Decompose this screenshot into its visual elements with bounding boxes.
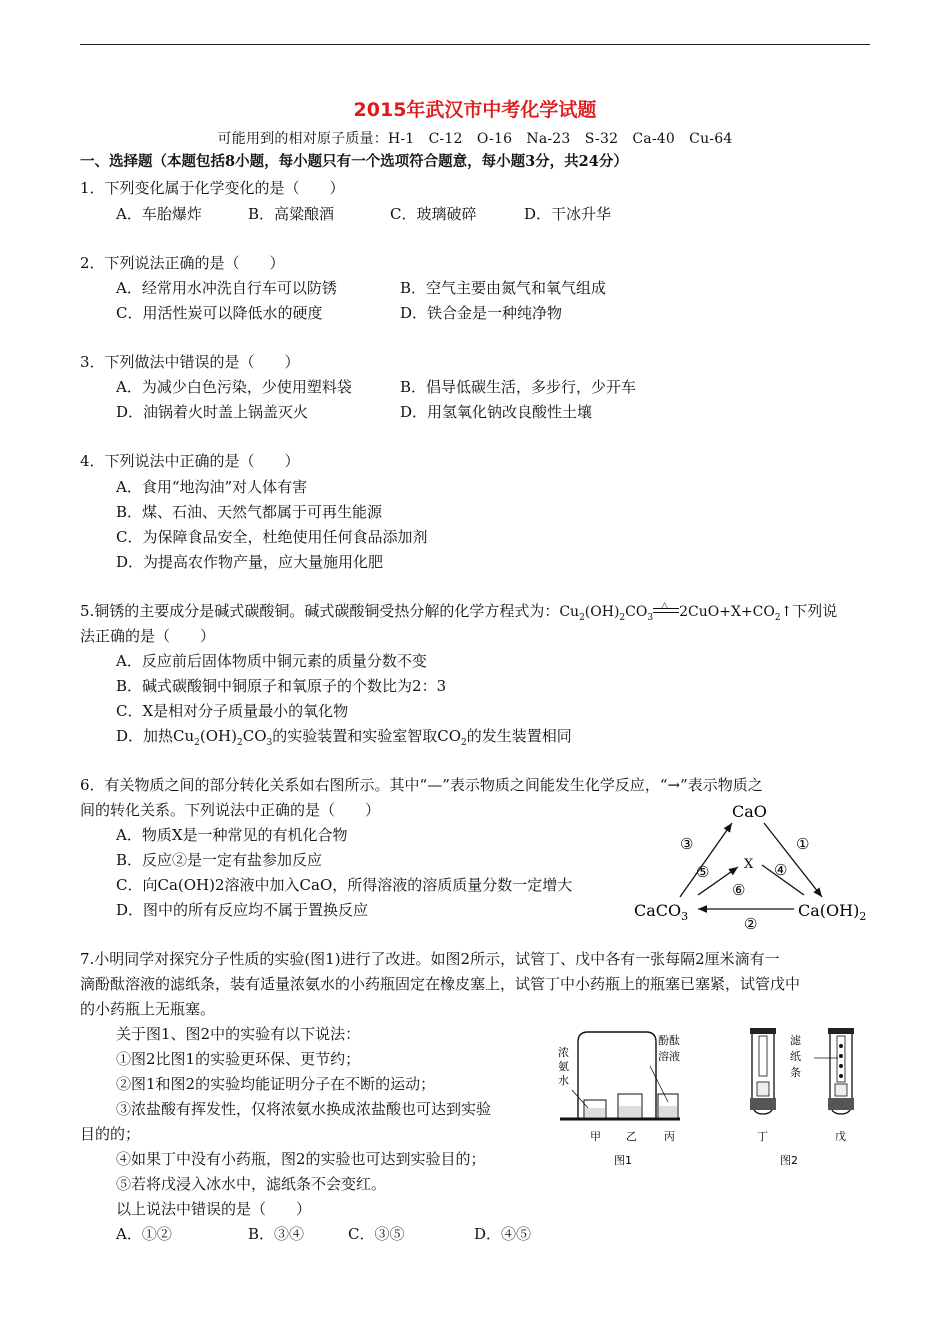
node-x: X <box>744 857 754 872</box>
q3-option-b: B．倡导低碳生活，多步行，少开车 <box>400 378 637 396</box>
eq-co3: CO <box>625 604 648 620</box>
label-fig1: 图1 <box>614 1154 632 1167</box>
q6-option-b: B．反应②是一定有盐参加反应 <box>116 851 323 869</box>
q7-stem-line1: 7.小明同学对探究分子性质的实验(图1)进行了改进。如图2所示，试管丁、戊中各有一张每隔2厘米滴有一 <box>80 950 780 968</box>
label-5: ⑤ <box>696 863 710 881</box>
sub: 2 <box>194 738 200 748</box>
label-1: ① <box>796 835 810 853</box>
eq-condition <box>653 601 679 619</box>
q5-equation <box>559 601 793 623</box>
sub: 3 <box>266 738 273 748</box>
q6-option-c: C．向Ca(OH)2溶液中加入CaO，所得溶液的溶质质量分数一定增大 <box>116 876 573 894</box>
q4-option-a: A．食用“地沟油”对人体有害 <box>116 478 308 496</box>
q7-statement-2: ②图1和图2的实验均能证明分子在不断的运动； <box>116 1075 436 1093</box>
q6-stem-line2: 间的转化关系。下列说法中正确的是（ ） <box>80 801 381 819</box>
figure-1 <box>558 1032 680 1167</box>
q7-experiment-figures <box>552 1022 872 1172</box>
node-cao: CaO <box>732 802 767 821</box>
q7-statement-5: ⑤若将戊浸入冰水中，滤纸条不会变红。 <box>116 1175 387 1193</box>
q5-stem-tail: 下列说 <box>792 602 838 620</box>
node-caoh2 <box>798 901 866 923</box>
atomic-masses: 可能用到的相对原子质量：H-1 C-12 O-16 Na-23 S-32 Ca-40 Cu-64 <box>217 131 733 147</box>
eq-sub: 3 <box>647 612 654 623</box>
q4-option-b: B．煤、石油、天然气都属于可再生能源 <box>116 503 383 521</box>
d-text: 的发生装置相同 <box>466 727 572 745</box>
q5-stem-line2: 法正确的是（ ） <box>80 627 216 645</box>
q4-option-d: D．为提高农作物产量，应大量施用化肥 <box>116 553 384 571</box>
d-text: 的实验装置和实验室智取CO <box>272 727 462 745</box>
header-rule <box>80 44 870 45</box>
label-filter-2: 纸 <box>790 1050 801 1063</box>
page-title: 2015年武汉市中考化学试题 <box>353 99 597 121</box>
d-text: D．加热Cu <box>116 727 195 745</box>
gas-arrow: ↑ <box>780 604 793 620</box>
sub: 2 <box>461 738 467 748</box>
q4-stem: 4．下列说法中正确的是（ ） <box>80 452 300 470</box>
q2-option-c: C．用活性炭可以降低水的硬度 <box>116 304 323 322</box>
q7-statement-4: ④如果丁中没有小药瓶，图2的实验也可达到实验目的； <box>116 1150 486 1168</box>
eq-products: 2CuO+X+CO <box>679 604 775 620</box>
q7-statement-3a: ③浓盐酸有挥发性，仅将浓氨水换成浓盐酸也可达到实验 <box>116 1100 492 1118</box>
q3-option-d: D．用氢氧化钠改良酸性土壤 <box>400 403 593 421</box>
q1-stem: 1．下列变化属于化学变化的是（ ） <box>80 179 345 197</box>
label-wu: 戊 <box>835 1130 846 1143</box>
q2-option-d: D．铁合金是一种纯净物 <box>400 304 563 322</box>
label-jia: 甲 <box>590 1130 601 1143</box>
label-ammonia-2: 氨 <box>558 1060 569 1073</box>
label-filter-1: 滤 <box>790 1034 801 1047</box>
label-ammonia-3: 水 <box>558 1074 569 1087</box>
q7-intro: 关于图1、图2中的实验有以下说法： <box>116 1025 361 1043</box>
q1-option-b: B．高粱酿酒 <box>248 205 335 223</box>
caoh2-sub: 2 <box>859 910 867 923</box>
caco3-text: CaCO <box>634 901 682 920</box>
q7-ask: 以上说法中错误的是（ ） <box>116 1200 312 1218</box>
q1-option-d: D．干冰升华 <box>524 205 612 223</box>
q6-option-d: D．图中的所有反应均不属于置换反应 <box>116 901 369 919</box>
label-phenolphthalein-2: 溶液 <box>658 1050 680 1063</box>
label-ammonia-1: 浓 <box>558 1046 569 1059</box>
label-filter-3: 条 <box>790 1066 801 1079</box>
q2-option-b: B．空气主要由氮气和氧气组成 <box>400 279 607 297</box>
q1-option-a: A．车胎爆炸 <box>116 205 202 223</box>
q4-option-c: C．为保障食品安全，杜绝使用任何食品添加剂 <box>116 528 428 546</box>
d-text: CO <box>242 727 267 745</box>
node-caco3 <box>634 901 688 923</box>
arrow-cao-caoh2 <box>764 823 822 897</box>
label-phenolphthalein-1: 酚酞 <box>658 1034 680 1047</box>
label-yi: 乙 <box>626 1130 637 1143</box>
q6-conversion-diagram <box>626 795 876 930</box>
label-3: ③ <box>680 835 694 853</box>
label-4: ④ <box>774 861 788 879</box>
label-ding: 丁 <box>757 1130 768 1143</box>
q2-stem: 2．下列说法正确的是（ ） <box>80 254 285 272</box>
q7-statement-1: ①图2比图1的实验更环保、更节约； <box>116 1050 361 1068</box>
caco3-sub: 3 <box>681 910 689 923</box>
heat-symbol: △ <box>661 601 669 611</box>
q1-option-c: C．玻璃破碎 <box>390 205 477 223</box>
label-fig2: 图2 <box>780 1154 798 1167</box>
q7-stem-line3: 的小药瓶上无瓶塞。 <box>80 1000 216 1018</box>
sub: 2 <box>237 738 243 748</box>
q7-option-b: B．③④ <box>248 1225 305 1243</box>
q2-option-a: A．经常用水冲洗自行车可以防锈 <box>116 279 337 297</box>
label-2: ② <box>744 915 758 930</box>
q7-option-a: A．①② <box>116 1225 172 1243</box>
caoh2-text: Ca(OH) <box>798 901 860 920</box>
q6-stem-line1: 6．有关物质之间的部分转化关系如右图所示。其中“—”表示物质之间能发生化学反应，“→”表示物质之 <box>80 776 763 794</box>
q5-option-a: A．反应前后固体物质中铜元素的质量分数不变 <box>116 652 427 670</box>
q7-option-d: D．④⑤ <box>474 1225 532 1243</box>
label-bing: 丙 <box>664 1130 675 1143</box>
eq-sub: 2 <box>774 612 781 623</box>
eq-sub: 2 <box>619 612 626 623</box>
q5-option-d <box>116 726 572 753</box>
q5-option-c: C．X是相对分子质量最小的氧化物 <box>116 702 349 720</box>
q7-statement-3b: 目的的； <box>80 1125 141 1143</box>
q3-stem: 3．下列做法中错误的是（ ） <box>80 353 300 371</box>
eq-sub: 2 <box>579 612 585 623</box>
q7-option-c: C．③⑤ <box>348 1225 405 1243</box>
label-6: ⑥ <box>732 881 746 899</box>
q5-stem <box>80 601 870 628</box>
q5-option-b: B．碱式碳酸铜中铜原子和氧原子的个数比为2：3 <box>116 677 447 695</box>
q3-option-c: D．油锅着火时盖上锅盖灭火 <box>116 403 309 421</box>
q6-option-a: A．物质X是一种常见的有机化合物 <box>116 826 348 844</box>
eq-reactant: Cu <box>559 604 580 620</box>
q3-option-a: A．为减少白色污染，少使用塑料袋 <box>116 378 352 396</box>
eq-oh: (OH) <box>584 604 620 620</box>
q7-stem-line2: 滴酚酞溶液的滤纸条，装有适量浓氨水的小药瓶固定在橡皮塞上，试管丁中小药瓶上的瓶塞已塞紧，试管戊中 <box>80 975 801 993</box>
section-heading: 一、选择题（本题包括8小题，每小题只有一个选项符合题意，每小题3分，共24分） <box>80 153 628 170</box>
q5-stem-text: 5.铜锈的主要成分是碱式碳酸铜。碱式碳酸铜受热分解的化学方程式为： <box>80 602 560 620</box>
d-text: (OH) <box>199 727 237 745</box>
figure-2 <box>750 1028 854 1167</box>
